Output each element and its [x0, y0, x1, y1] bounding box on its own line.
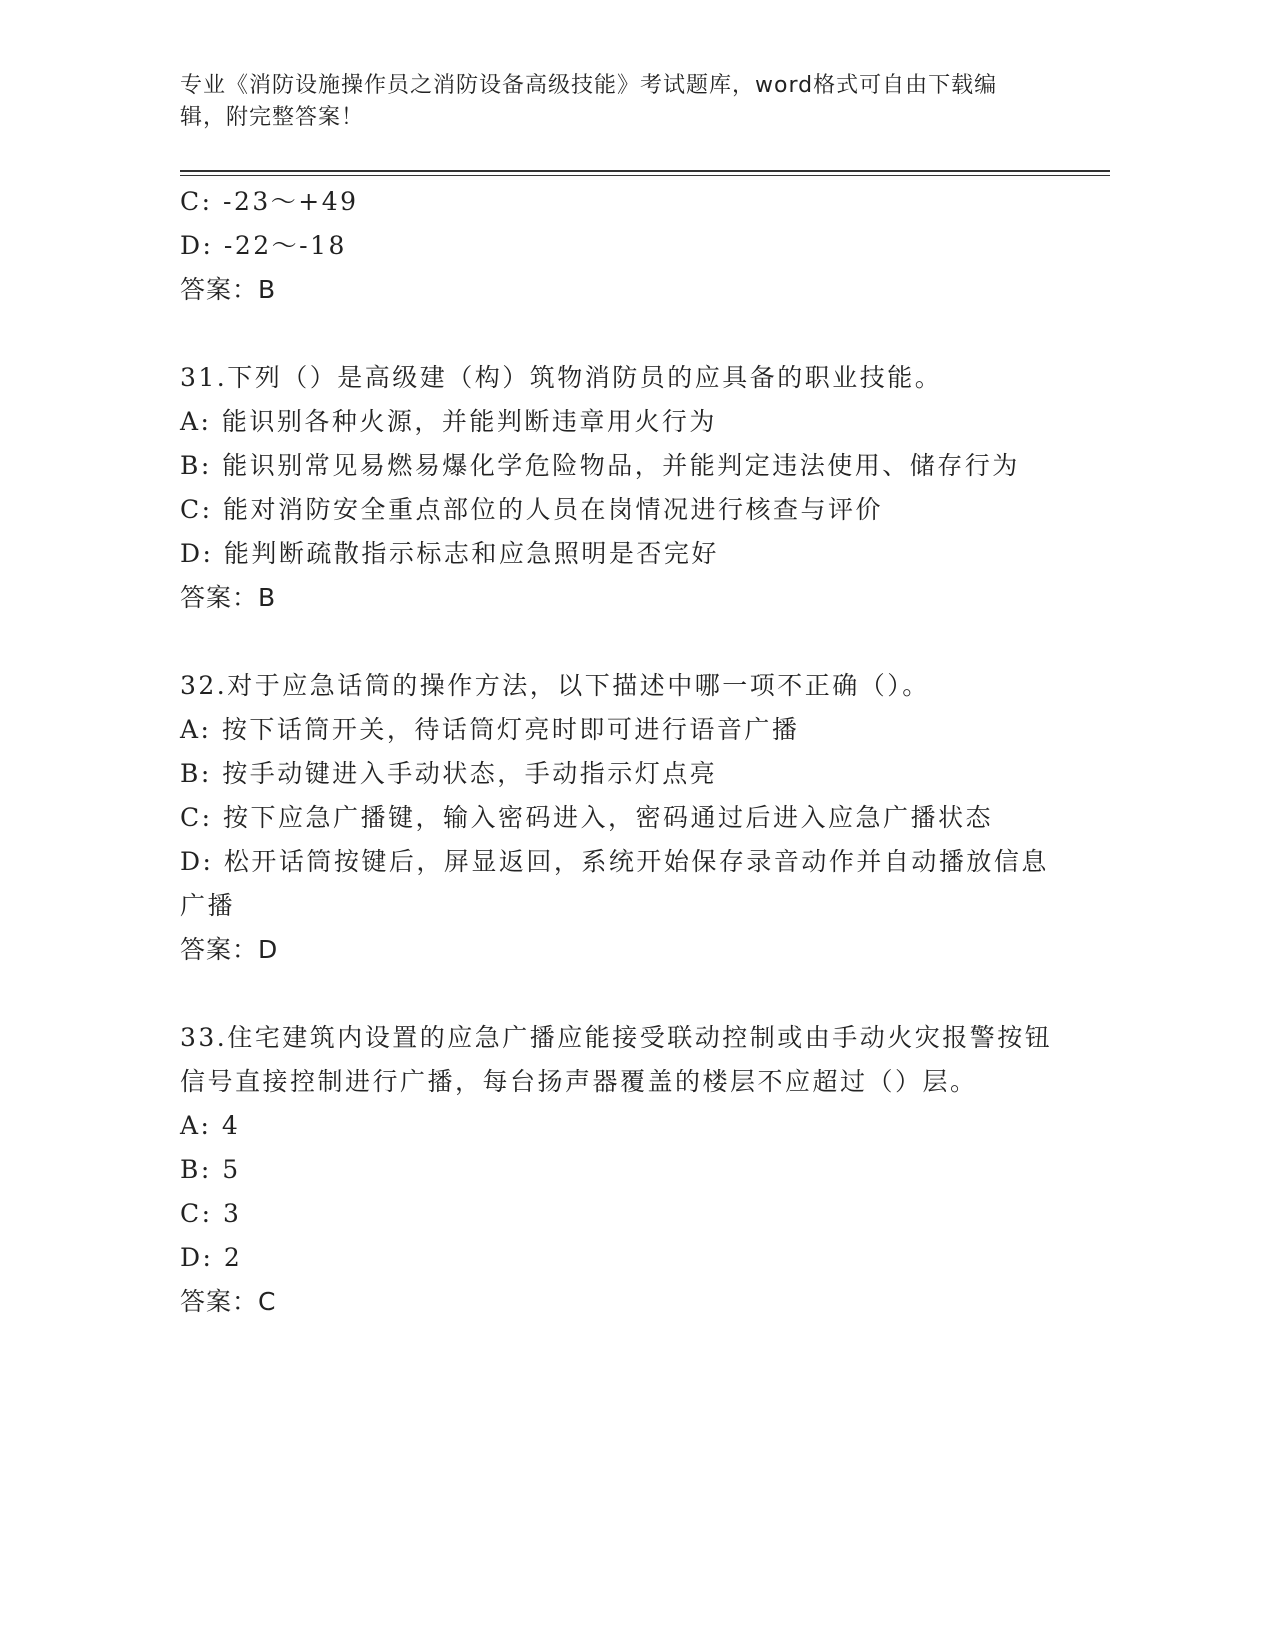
option-c: C: 能对消防安全重点部位的人员在岗情况进行核查与评价 [180, 495, 884, 524]
option-b: B: 能识别常见易燃易爆化学危险物品，并能判定违法使用、储存行为 [180, 451, 1020, 480]
option-a: A: 能识别各种火源，并能判断违章用火行为 [180, 407, 717, 436]
option-b: B: 5 [180, 1155, 241, 1184]
option-c: C: 按下应急广播键，输入密码进入，密码通过后进入应急广播状态 [180, 803, 994, 832]
previous-question-tail [180, 180, 1060, 312]
answer-line: 答案：C [180, 1287, 277, 1316]
question-32 [180, 664, 1060, 972]
option-d: D: 能判断疏散指示标志和应急照明是否完好 [180, 539, 719, 568]
question-stem: 33.住宅建筑内设置的应急广播应能接受联动控制或由手动火灾报警按钮信号直接控制进行广播，每台扬声器覆盖的楼层不应超过（）层。 [180, 1023, 1053, 1096]
option-d: D: 松开话筒按键后，屏显返回，系统开始保存录音动作并自动播放信息广播 [180, 847, 1049, 920]
answer-line: 答案：B [180, 275, 277, 304]
question-content [180, 180, 1060, 1324]
question-stem: 32.对于应急话筒的操作方法，以下描述中哪一项不正确（）。 [180, 671, 930, 700]
option-d: D: 2 [180, 1243, 243, 1272]
option-b: B: 按手动键进入手动状态，手动指示灯点亮 [180, 759, 718, 788]
option-c: C: -23～+49 [180, 187, 359, 216]
header-rule-thin [180, 175, 1110, 176]
header-rule-thick [180, 170, 1110, 172]
option-a: A: 4 [180, 1111, 241, 1140]
answer-line: 答案：B [180, 583, 277, 612]
question-31 [180, 356, 1060, 620]
option-c: C: 3 [180, 1199, 242, 1228]
option-a: A: 按下话筒开关，待话筒灯亮时即可进行语音广播 [180, 715, 800, 744]
option-d: D: -22～-18 [180, 231, 347, 260]
answer-line: 答案：D [180, 935, 279, 964]
question-stem: 31.下列（）是高级建（构）筑物消防员的应具备的职业技能。 [180, 363, 943, 392]
question-33 [180, 1016, 1060, 1324]
page-header: 专业《消防设施操作员之消防设备高级技能》考试题库，word格式可自由下载编辑，附完整答案！ [180, 73, 998, 130]
